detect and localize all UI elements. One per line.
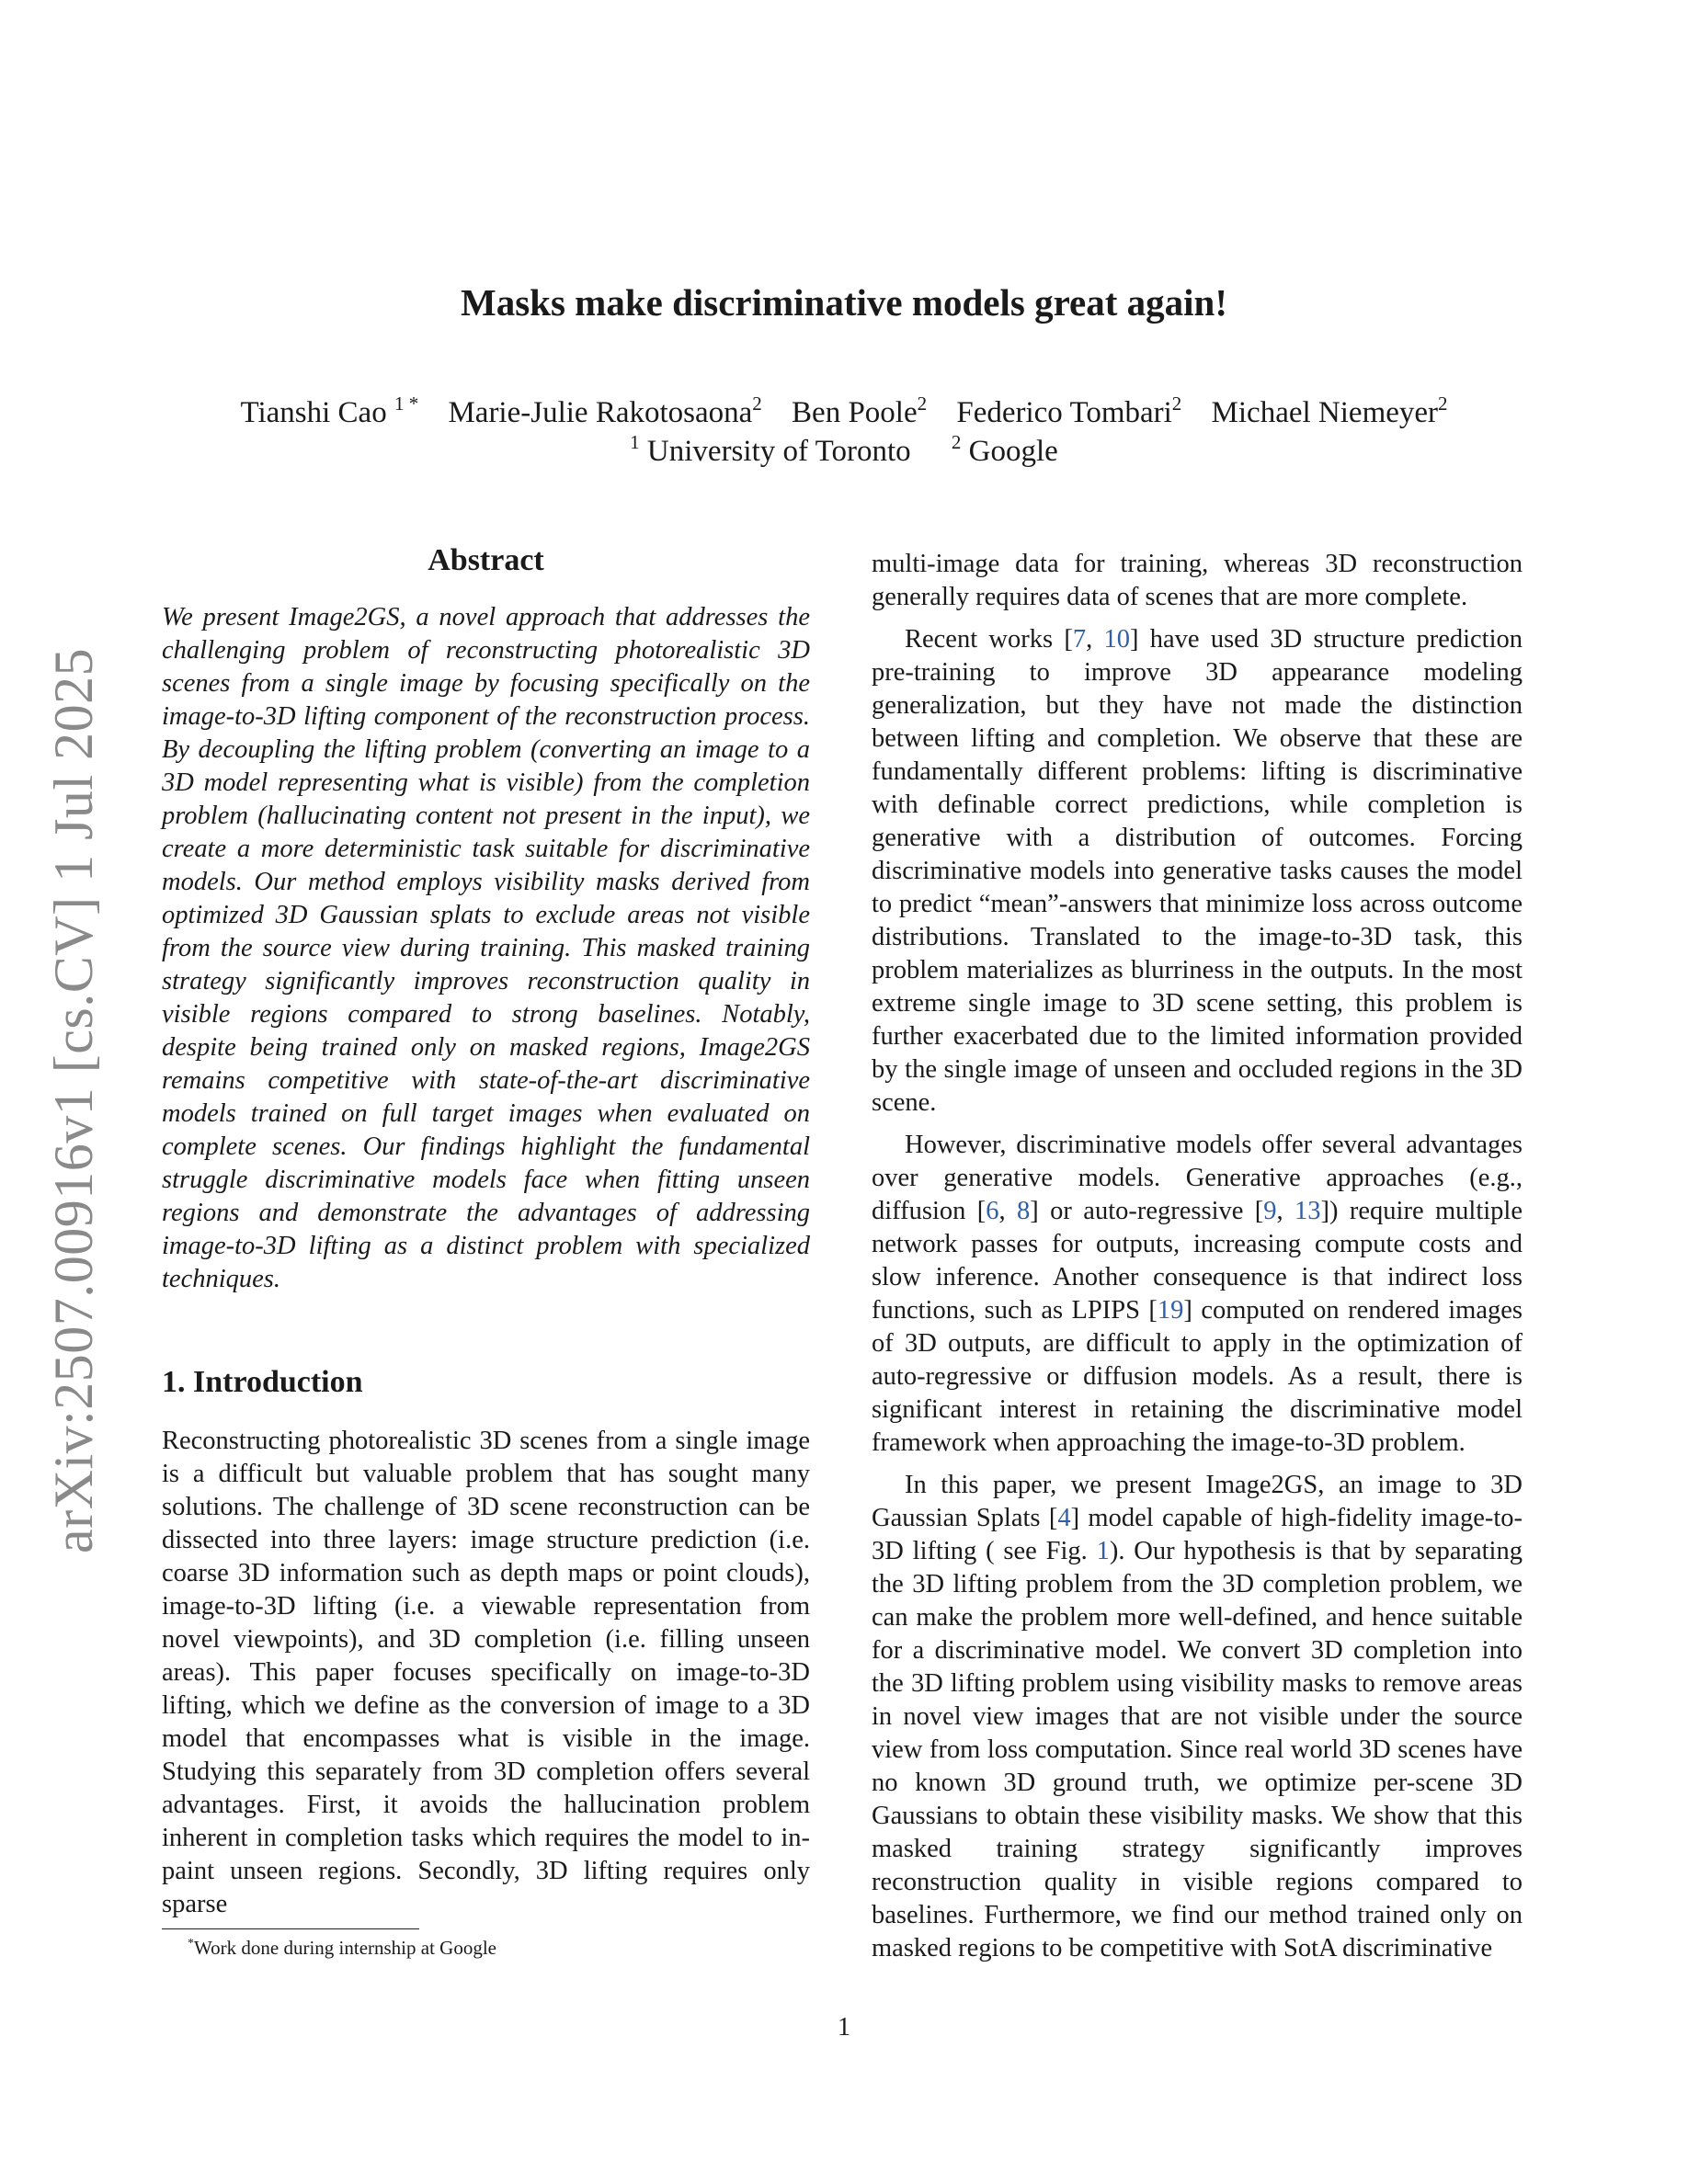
footnote-text: Work done during internship at Google: [194, 1937, 496, 1959]
affiliation: [630, 431, 911, 468]
citation-link[interactable]: 7: [1072, 625, 1087, 654]
author-name: Michael Niemeyer: [1211, 396, 1439, 429]
author-list: [0, 393, 1688, 432]
citation-link[interactable]: 9: [1263, 1197, 1277, 1225]
introduction-heading: 1. Introduction: [162, 1365, 363, 1399]
author: [792, 392, 928, 429]
citation-link[interactable]: 4: [1057, 1504, 1071, 1532]
author-affiliation-mark: 2: [752, 392, 762, 415]
footnote-mark: *: [188, 1937, 194, 1951]
author-name: Federico Tombari: [956, 396, 1172, 429]
affiliation-name: Google: [968, 435, 1058, 468]
left-column: [162, 542, 810, 1930]
intro-paragraph: Recent works [7, 10] have used 3D structure prediction pre-training to improve 3D appearance modeling generalization, but they have not made the distinction between lifting and completion. We observe that these are fundamentally different problems: lifting is discriminative with definable correct predictions, while completion is generative with a distribution of outcomes. Forcing discriminative models into generative tasks causes the model to predict “mean”-answers that minimize loss across outcome distributions. Translated to the image-to-3D task, this problem materializes as blurriness in the outputs. In the most extreme single image to 3D scene setting, this problem is further exacerbated due to the limited information provided by the single image of unseen and occluded regions in the 3D scene.: [872, 625, 1523, 1117]
affiliation-mark: 2: [951, 431, 962, 453]
author-name: Tianshi Cao: [240, 396, 387, 429]
citation-link[interactable]: 8: [1017, 1197, 1031, 1225]
intro-paragraph: However, discriminative models offer several advantages over generative models. Generative approaches (e.g., diffusion [6, 8] or auto-regressive [9, 13]) require multiple network passes for outputs, increasing compute costs and slow inference. Another consequence is that indirect loss functions, such as LPIPS [19] computed on rendered images of 3D outputs, are difficult to apply in the optimization of auto-regressive or diffusion models. As a result, there is significant interest in retaining the discriminative model framework when approaching the image-to-3D problem.: [872, 1131, 1523, 1457]
author-affiliation-mark: 2: [1171, 392, 1182, 415]
page-number: 1: [838, 2013, 850, 2042]
author-affiliation-mark: 2: [1438, 392, 1448, 415]
author: [448, 392, 762, 429]
author: [956, 392, 1182, 429]
paper-title: Masks make discriminative models great again!: [461, 281, 1227, 324]
abstract-text: We present Image2GS, a novel approach that addresses the challenging problem of reconstructing photorealistic 3D scenes from a single image by focusing specifically on the image-to-3D lifting component of the reconstruction process. By decoupling the lifting problem (converting an image to a 3D model representing what is visible) from the completion problem (hallucinating content not present in the input), we create a more deterministic task suitable for discriminative models. Our method employs visibility masks derived from optimized 3D Gaussian splats to exclude areas not visible from the source view during training. This masked training strategy significantly improves reconstruction quality in visible regions compared to strong baselines. Notably, despite being trained only on masked regions, Image2GS remains competitive with state-of-the-art discriminative models trained on full target images when evaluated on complete scenes. Our findings highlight the fundamental struggle discriminative models face when fitting unseen regions and demonstrate the advantages of addressing image-to-3D lifting as a distinct problem with specialized techniques.: [162, 603, 810, 1293]
intro-paragraph: Reconstructing photorealistic 3D scenes from a single image is a difficult but valuable problem that has sought many solutions. The challenge of 3D scene reconstruction can be dissected into three layers: image structure prediction (i.e. coarse 3D information such as depth maps or point clouds), image-to-3D lifting (i.e. a viewable representation from novel viewpoints), and 3D completion (i.e. filling unseen areas). This paper focuses specifically on image-to-3D lifting, which we define as the conversion of image to a 3D model that encompasses what is visible in the image. Studying this separately from 3D completion offers several advantages. First, it avoids the hallucination problem inherent in completion tasks which requires the model to in-paint unseen regions. Secondly, 3D lifting requires only sparse: [162, 1427, 810, 1918]
footnote: [188, 1936, 496, 1960]
intro-paragraph: In this paper, we present Image2GS, an image to 3D Gaussian Splats [4] model capable of high-fidelity image-to-3D lifting ( see Fig. 1). Our hypothesis is that by separating the 3D lifting problem from the 3D completion problem, we can make the problem more well-defined, and hence suitable for a discriminative model. We convert 3D completion into the 3D lifting problem using visibility masks to remove areas in novel view images that are not visible under the source view from loss computation. Since real world 3D scenes have no known 3D ground truth, we optimize per-scene 3D Gaussians to obtain these visibility masks. We show that this masked training strategy significantly improves reconstruction quality in visible regions compared to baselines. Furthermore, we find our method trained only on masked regions to be competitive with SotA discriminative: [872, 1471, 1523, 1962]
citation-link[interactable]: 10: [1103, 625, 1130, 654]
affiliation-mark: 1: [630, 431, 640, 453]
affiliation-list: [0, 432, 1688, 471]
figure-reference-link[interactable]: 1: [1096, 1537, 1110, 1565]
citation-link[interactable]: 19: [1157, 1296, 1184, 1325]
author-affiliation-mark: 2: [917, 392, 928, 415]
affiliation: [951, 431, 1058, 468]
right-column: [872, 548, 1523, 1974]
author: [1211, 392, 1448, 429]
citation-link[interactable]: 6: [986, 1197, 999, 1225]
abstract-heading: Abstract: [428, 543, 544, 577]
author-affiliation-mark: 1 *: [393, 392, 419, 415]
author: [240, 392, 419, 429]
intro-paragraph: multi-image data for training, whereas 3D reconstruction generally requires data of scenes that are more complete.: [872, 550, 1523, 611]
author-name: Marie-Julie Rakotosaona: [448, 396, 753, 429]
footnote-rule: [162, 1928, 419, 1929]
author-name: Ben Poole: [792, 396, 918, 429]
affiliation-name: University of Toronto: [646, 435, 911, 468]
citation-link[interactable]: 13: [1295, 1197, 1321, 1225]
arxiv-identifier: arXiv:2507.00916v1 [cs.CV] 1 Jul 2025: [43, 647, 104, 1553]
